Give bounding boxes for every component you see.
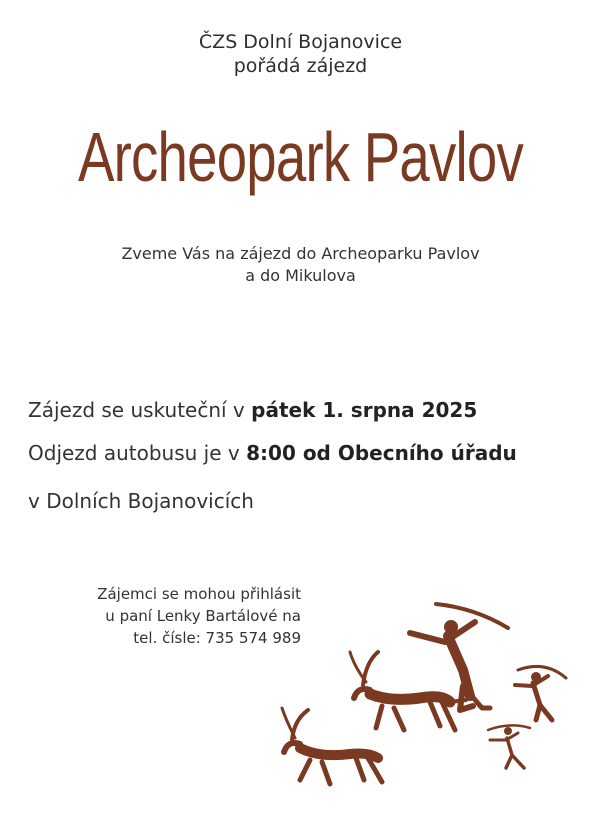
contact-line-1: Zájemci se mohou přihlásit (97, 585, 301, 603)
contact-line-3: tel. čísle: 735 574 989 (133, 629, 301, 647)
contact-line-2: u paní Lenky Bartálové na (105, 607, 301, 625)
departure-value: 8:00 od Obecního úřadu (246, 441, 517, 465)
organizer-name: ČZS Dolní Bojanovice (198, 31, 403, 53)
invitation-text (0, 243, 601, 287)
trip-date-line (28, 396, 477, 424)
page-title: Archeopark Pavlov (77, 118, 523, 196)
departure-place-line: v Dolních Bojanovicích (28, 489, 254, 513)
deer-figure-lower-icon (282, 708, 382, 784)
hunter-figure-small-icon (515, 666, 566, 720)
trip-date-label: Zájezd se uskuteční v (28, 398, 252, 422)
organizer-subtitle: pořádá zájezd (233, 55, 368, 77)
invitation-line-2: a do Mikulova (245, 266, 356, 285)
hunter-figure-tiny-icon (488, 725, 530, 768)
departure-line (28, 439, 517, 467)
trip-date-value: pátek 1. srpna 2025 (251, 398, 478, 422)
invitation-line-1: Zveme Vás na zájezd do Archeoparku Pavlov (121, 244, 480, 263)
cave-painting-hunters-and-deer-icon (270, 590, 580, 810)
organizer-heading (0, 30, 601, 78)
departure-label: Odjezd autobusu je v (28, 441, 247, 465)
deer-figure-upper-icon (350, 652, 466, 730)
